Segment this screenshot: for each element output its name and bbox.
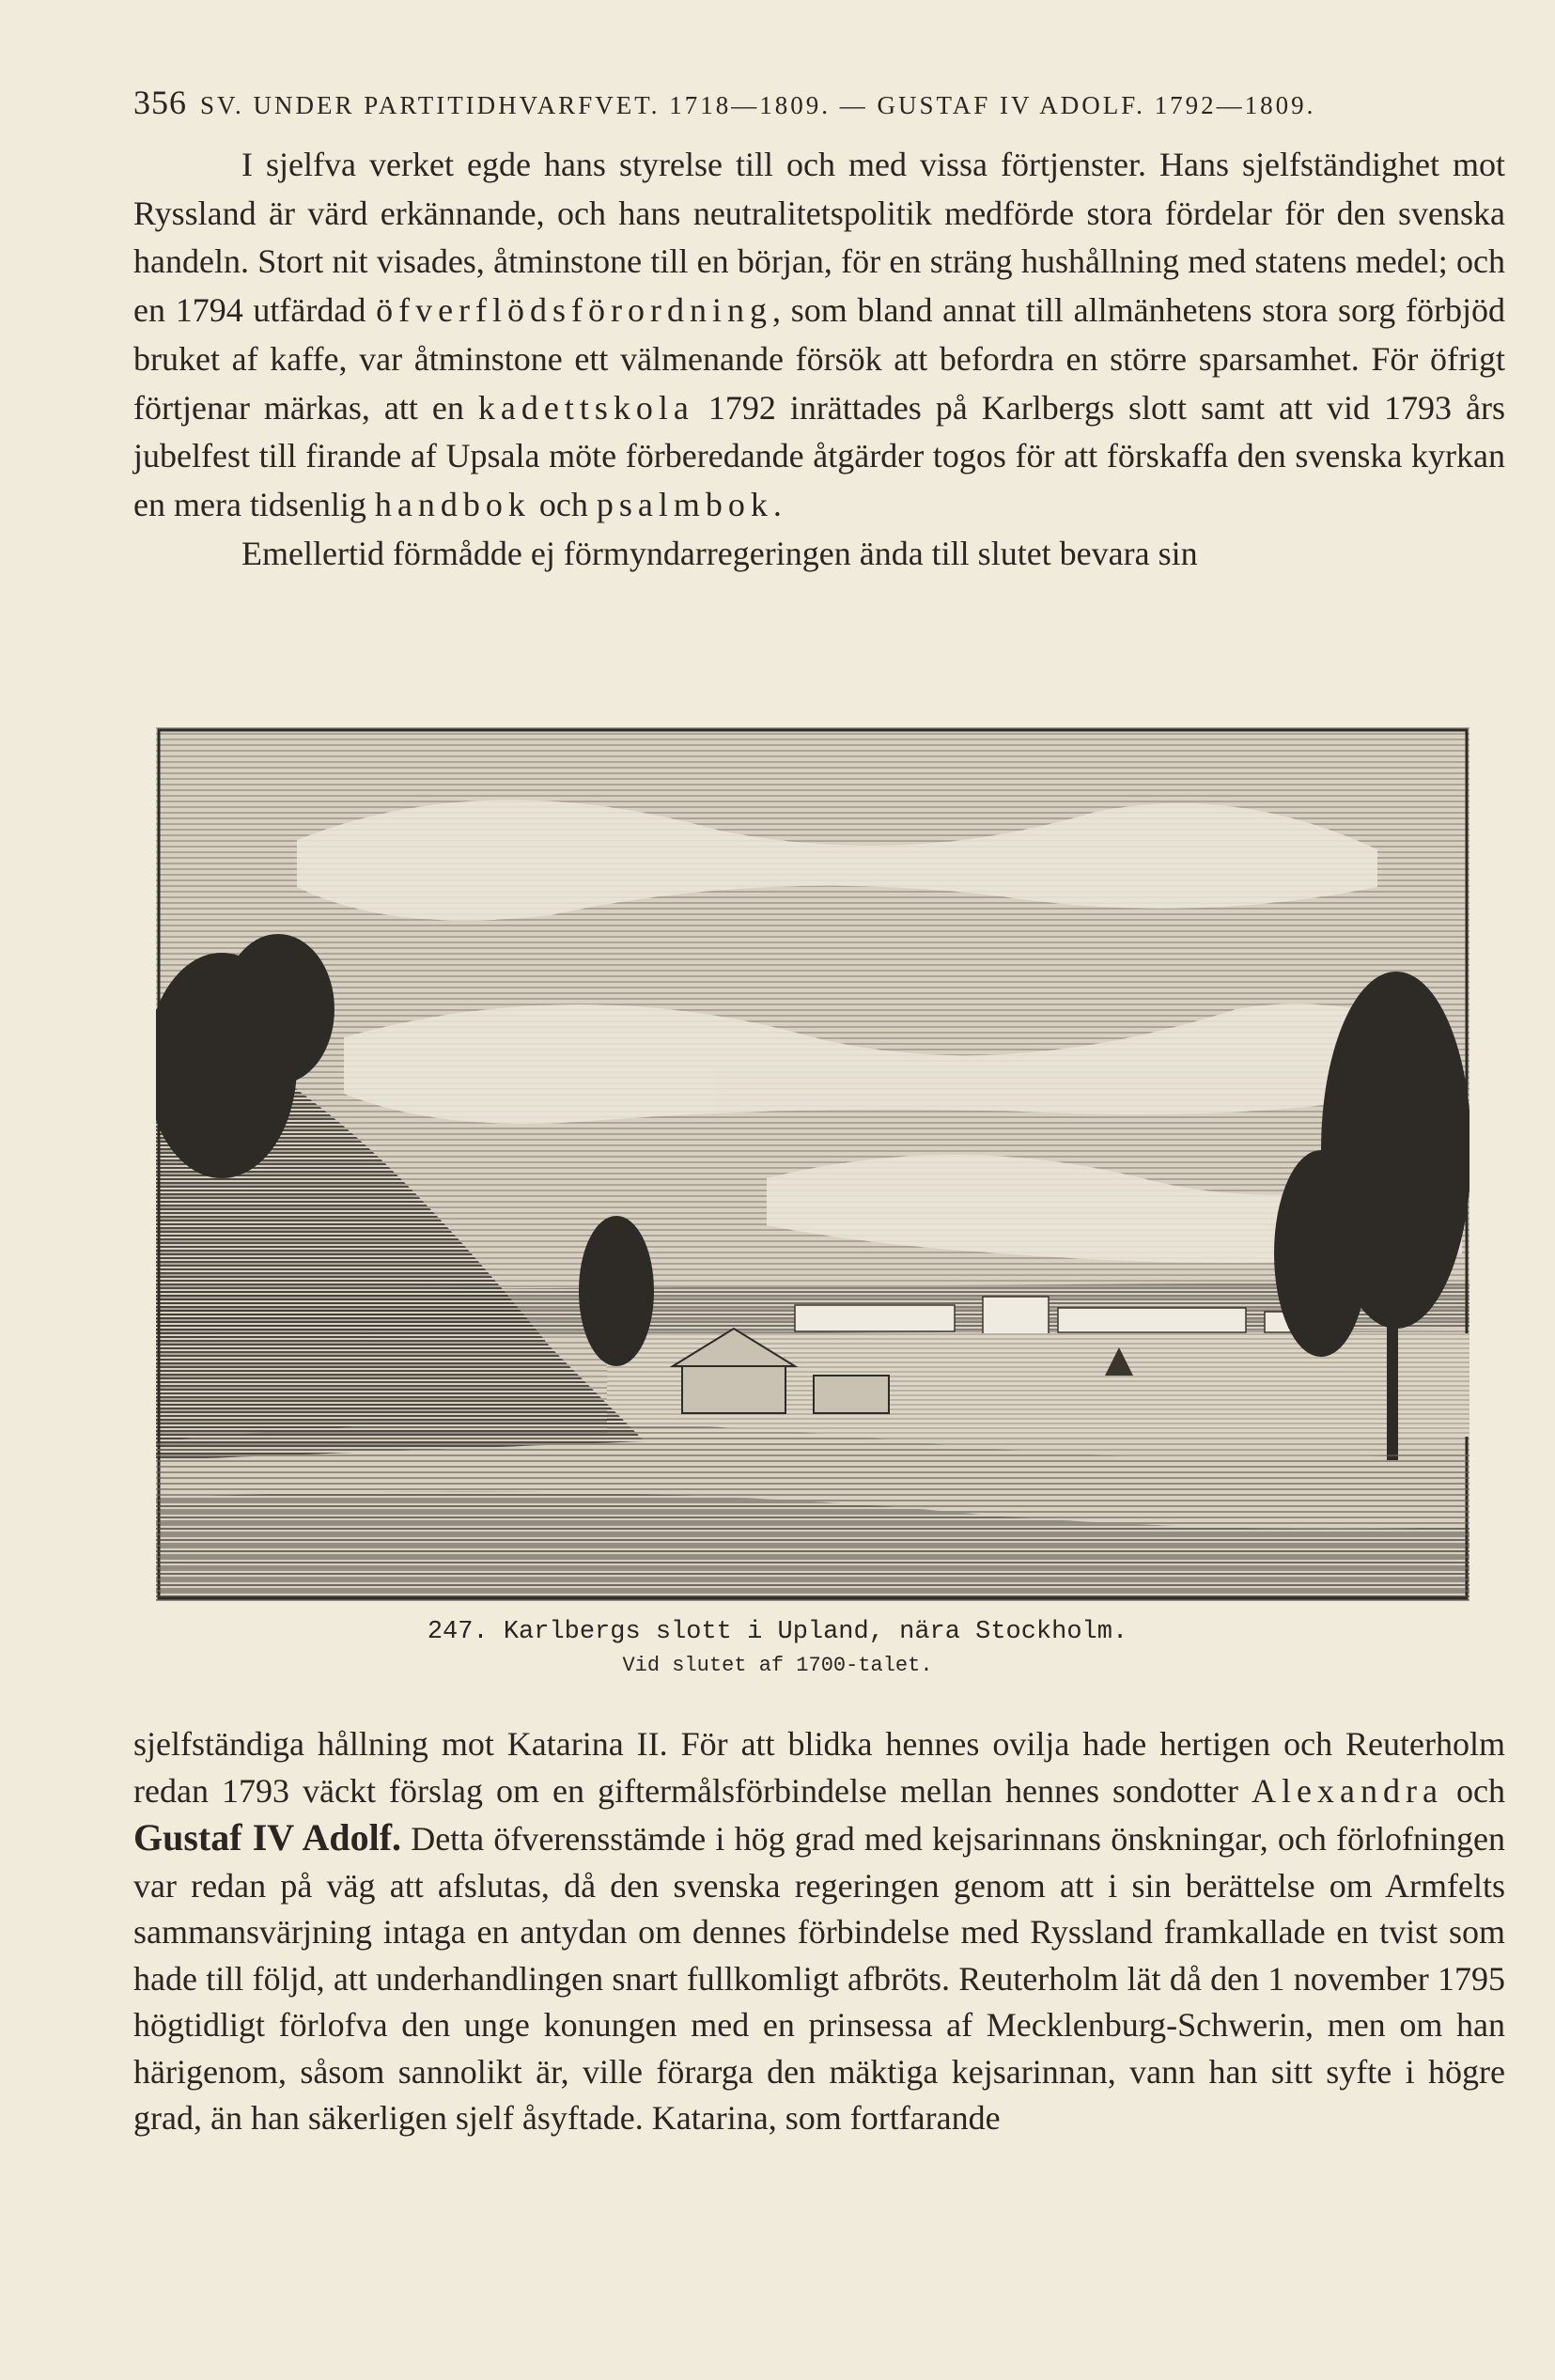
text-run: Detta öfverensstämde i hög grad med kejsarinnans önskningar, och förlofningen var redan på väg att afslutas, då den svenska regeringen genom att i sin berättelse om Armfelts sammansvärjning intaga en antydan om dennes förbindelse med Ryssland framkallade en tvist som hade till följd, att underhandlingen snart fullkomligt afbröts. Reuterholm lät då den 1 november 1795 högtidligt förlofva den unge konungen med en prinsessa af Mecklenburg-Schwerin, men om han härigenom, såsom sannolikt är, ville förarga den mäktiga kejsarinnan, vann han sitt syfte i högre grad, än han säkerligen sjelf åsyftade. Katarina, som fortfarande: [133, 1820, 1506, 2137]
text-run: och: [1442, 1771, 1505, 1810]
text-run: , som bland annat till allmänhetens stora sorg förbjöd bruket af kaffe, var åtminstone ett välmenande försök att befordra en större sparsamhet. För öfrigt förtjenar märkas, att en: [133, 291, 1505, 427]
caption-line: [0, 1618, 1555, 1646]
top-text-block: [133, 141, 1505, 578]
subcaption: Vid slutet af 1700-talet.: [622, 1654, 933, 1677]
text-run: sjelfständiga hållning mot Katarina II. För att blidka hennes ovilja hade hertigen och Reuterholm redan 1793 väckt förslag om en giftermålsförbindelse mellan hennes sondotter: [133, 1725, 1505, 1810]
text-run: och: [530, 485, 597, 523]
caption-text: Karlbergs slott i Upland, nära Stockholm.: [503, 1618, 1128, 1646]
text-run: .: [772, 485, 782, 523]
spaced-term: kadettskola: [477, 388, 694, 427]
running-header: [133, 83, 1486, 122]
spaced-term: psalmbok: [596, 485, 773, 523]
spaced-term: handbok: [374, 485, 531, 523]
paragraph: Emellertid förmådde ej förmyndarregeringen ända till slutet bevara sin: [241, 534, 1198, 572]
page-number: 356: [133, 84, 187, 121]
running-title: SV. UNDER PARTITIDHVARFVET. 1718—1809. — GUSTAF IV ADOLF. 1792—1809.: [200, 91, 1316, 119]
figure-number: 247.: [427, 1618, 489, 1646]
engraving-illustration: [156, 727, 1469, 1601]
paragraph: [133, 1721, 1505, 2142]
spaced-term: Alexandra: [1252, 1771, 1443, 1810]
paragraph: [133, 141, 1505, 530]
text-run: 1792 inrättades på Karlbergs slott samt att vid 1793 års jubelfest till firande af Upsala möte förberedande åtgärder togos för att förskaffa den svenska kyrkan en mera tidsenlig: [133, 388, 1506, 523]
bottom-text-block: [133, 1721, 1505, 2142]
bold-name: Gustaf IV Adolf.: [133, 1816, 402, 1859]
figure-caption: [0, 1618, 1555, 1677]
text-run: I sjelfva verket egde hans styrelse till och med vissa förtjenster. Hans sjelfständighet mot Ryssland är värd erkännande, och hans neutralitetspolitik medförde stora fördelar för den svenska handeln. Stort nit visades, åtminstone till en början, för en sträng hushållning med statens medel; och en 1794 utfärdad: [133, 146, 1505, 330]
spaced-term: öfverflödsförordning: [376, 291, 773, 330]
